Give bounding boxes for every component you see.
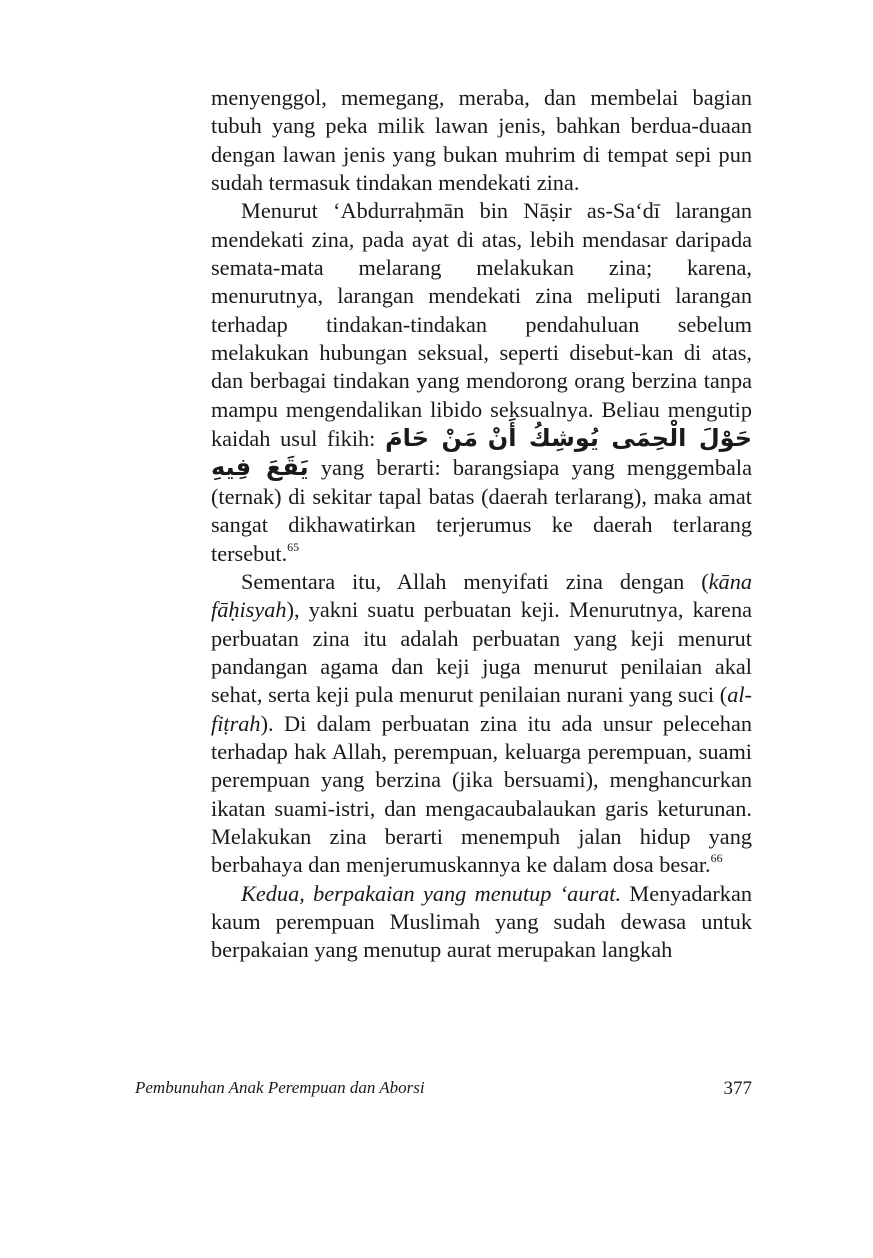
paragraph-1-text: menyenggol, memegang, meraba, dan membelai bagian tubuh yang peka milik lawan jenis, bahkan berdua-duaan dengan lawan jenis yang bukan muhrim di tempat sepi pun sudah termasuk tindakan mendekati zina. bbox=[211, 85, 752, 196]
page-footer bbox=[135, 1078, 752, 1102]
body-text bbox=[211, 84, 752, 965]
footnote-65: 65 bbox=[287, 539, 300, 554]
paragraph-3-part-b: ), yakni suatu perbuatan keji. Menurutnya, karena perbuatan zina itu adalah perbuatan yang keji menurut pandangan agama dan keji juga menurut penilaian akal sehat, serta keji pula menurut penilaian nurani yang suci ( bbox=[211, 597, 752, 708]
arabic-quote-part-2: ﺣَﻮْﻝَ ﺍﻟْﺤِﻤَﻰ ﻳُﻮﺷِﻚُ ﺃَﻥْ ﻳَﻘَﻊَ ﻓِﻴﻪِ bbox=[211, 424, 753, 482]
paragraph-3 bbox=[211, 568, 752, 880]
term-al-fitrah: al-fiṭrah bbox=[211, 682, 752, 736]
running-footer-title: Pembunuhan Anak Perempuan dan Aborsi bbox=[135, 1078, 425, 1097]
paragraph-2-translation: yang berarti: barangsiapa yang menggembala (ternak) di sekitar tapal batas (daerah terlarang), maka amat sangat dikhawatirkan terjerumus ke daerah terlarang tersebut. bbox=[211, 455, 752, 566]
paragraph-3-part-a: Sementara itu, Allah menyifati zina dengan ( bbox=[241, 568, 709, 594]
paragraph-4-text: Menyadarkan kaum perempuan Muslimah yang sudah dewasa untuk berpakaian yang menutup aurat merupakan langkah bbox=[211, 880, 752, 963]
term-kana-fahisyah: kāna fāḥisyah bbox=[211, 568, 752, 623]
paragraph-3-part-c: ). Di dalam perbuatan zina itu ada unsur pelecehan terhadap hak Allah, perempuan, keluarga perempuan, suami perempuan yang berzina (jika bersuami), menghancurkan ikatan suami-istri, dan mengacaubalaukan garis keturunan. Melakukan zina berarti menempuh jalan hidup yang berbahaya dan menjerumuskannya ke dalam dosa besar. bbox=[211, 710, 752, 878]
paragraph-4 bbox=[211, 880, 752, 965]
section-heading-kedua: Kedua, berpakaian yang menutup ‘aurat. bbox=[241, 880, 622, 906]
paragraph-2 bbox=[211, 197, 752, 567]
paragraph-1 bbox=[211, 84, 752, 197]
footnote-66: 66 bbox=[710, 851, 723, 866]
paragraph-2-intro: Menurut ‘Abdurraḥmān bin Nāṣir as-Sa‘dī larangan mendekati zina, pada ayat di atas, lebih mendasar daripada semata-mata melarang melakukan zina; karena, menurutnya, larangan mendekati zina meliputi larangan terhadap tindakan-tindakan pendahuluan sebelum melakukan hubungan seksual, seperti disebut-kan di atas, dan berbagai tindakan yang mendorong orang berzina tanpa mampu mengendalikan libido seksualnya. Beliau mengutip kaidah usul fikih: bbox=[211, 198, 752, 452]
page-number: 377 bbox=[723, 1078, 752, 1099]
arabic-quote-part-1: ﻣَﻦْ ﺣَﺎﻡَ bbox=[385, 424, 478, 453]
